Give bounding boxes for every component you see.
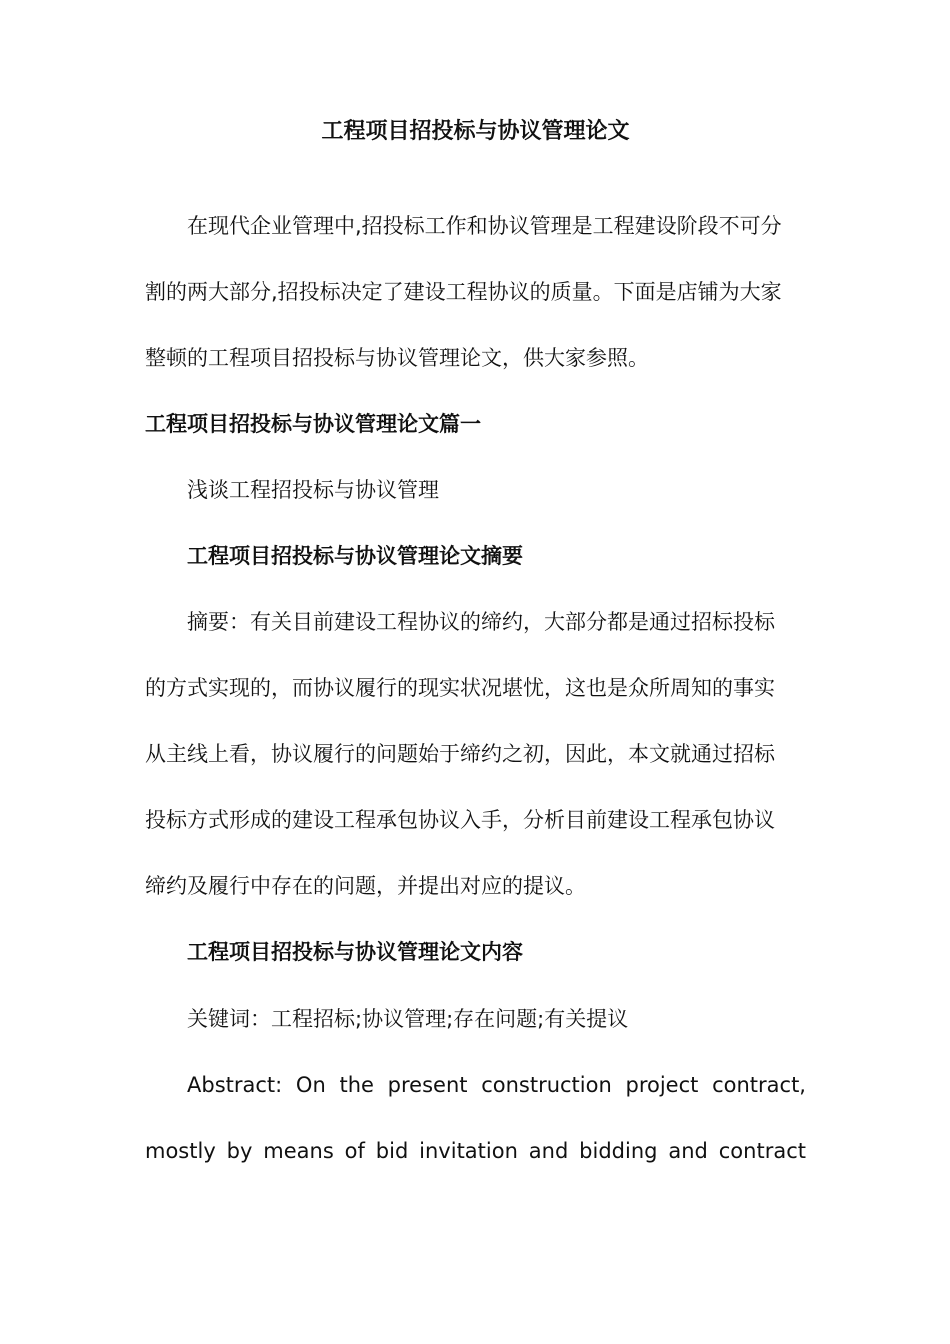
document-title: 工程项目招投标与协议管理论文 [321,119,630,144]
keywords-line: 关键词：工程招标;协议管理;存在问题;有关提议 [187,1007,629,1031]
abstract-heading: 工程项目招投标与协议管理论文摘要 [187,544,523,568]
section-heading: 工程项目招投标与协议管理论文篇一 [145,412,481,436]
abstract-line-1: 摘要：有关目前建设工程协议的缔约，大部分都是通过招标投标 [187,610,775,634]
english-line-1: Abstract: On the present construction project contract, [187,1073,806,1097]
abstract-line-5: 缔约及履行中存在的问题，并提出对应的提议。 [145,874,586,898]
intro-line-3: 整顿的工程项目招投标与协议管理论文，供大家参照。 [145,346,649,370]
abstract-line-3: 从主线上看，协议履行的问题始于缔约之初，因此，本文就通过招标 [145,742,775,766]
content-heading: 工程项目招投标与协议管理论文内容 [187,940,523,964]
paper-subtitle: 浅谈工程招投标与协议管理 [187,478,439,502]
abstract-line-2: 的方式实现的，而协议履行的现实状况堪忧，这也是众所周知的事实 [145,676,775,700]
abstract-line-4: 投标方式形成的建设工程承包协议入手，分析目前建设工程承包协议 [145,808,775,832]
document-page [145,0,806,1344]
english-line-2: mostly by means of bid invitation and bidding and contract [145,1139,806,1163]
intro-line-2: 割的两大部分,招投标决定了建设工程协议的质量。下面是店铺为大家 [145,280,782,304]
intro-line-1: 在现代企业管理中,招投标工作和协议管理是工程建设阶段不可分 [187,214,782,238]
